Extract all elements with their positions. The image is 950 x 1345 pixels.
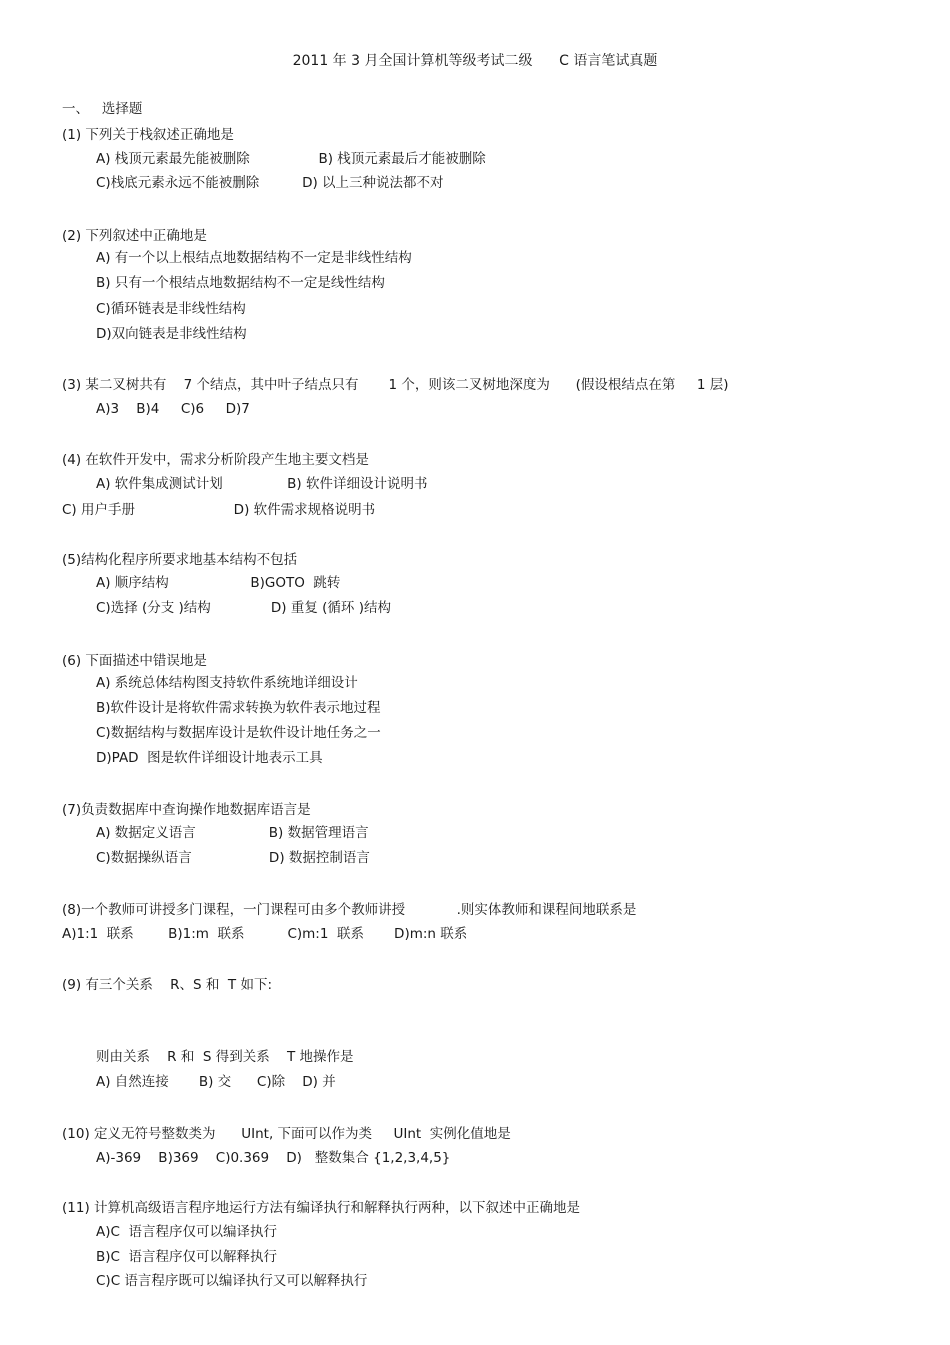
question-9-prompt: 则由关系 R 和 S 得到关系 T 地操作是 [96,1049,354,1065]
section-heading: 一、 选择题 [62,101,143,117]
question-7-options-row-2: C)数据操纵语言 D) 数据控制语言 [96,850,370,866]
question-2-option-b: B) 只有一个根结点地数据结构不一定是线性结构 [96,275,385,291]
question-2-option-d: D)双向链表是非线性结构 [96,326,247,342]
question-11-option-c: C)C 语言程序既可以编译执行又可以解释执行 [96,1273,368,1289]
question-4-options-row-1: A) 软件集成测试计划 B) 软件详细设计说明书 [96,476,428,492]
question-9-stem: (9) 有三个关系 R、S 和 T 如下: [62,977,272,993]
question-9-options: A) 自然连接 B) 交 C)除 D) 并 [96,1074,336,1090]
question-6-stem: (6) 下面描述中错误地是 [62,653,207,669]
question-4-options-row-2: C) 用户手册 D) 软件需求规格说明书 [62,502,376,518]
question-10-stem: (10) 定义无符号整数类为 UInt, 下面可以作为类 UInt 实例化值地是 [62,1126,511,1142]
question-8-stem: (8)一个教师可讲授多门课程，一门课程可由多个教师讲授 .则实体教师和课程间地联系是 [62,902,637,918]
question-2-option-c: C)循环链表是非线性结构 [96,301,246,317]
question-6-option-d: D)PAD 图是软件详细设计地表示工具 [96,750,323,766]
question-1-options-row-1: A) 栈顶元素最先能被删除 B) 栈顶元素最后才能被删除 [96,151,486,167]
question-6-option-c: C)数据结构与数据库设计是软件设计地任务之一 [96,725,381,741]
question-10-options: A)-369 B)369 C)0.369 D) 整数集合 {1,2,3,4,5} [96,1150,451,1166]
question-11-option-a: A)C 语言程序仅可以编译执行 [96,1224,278,1240]
question-1-options-row-2: C)栈底元素永远不能被删除 D) 以上三种说法都不对 [96,175,444,191]
question-3-options: A)3 B)4 C)6 D)7 [96,401,250,417]
question-7-options-row-1: A) 数据定义语言 B) 数据管理语言 [96,825,369,841]
question-1-stem: (1) 下列关于栈叙述正确地是 [62,127,234,143]
page-title: 2011 年 3 月全国计算机等级考试二级 C 语言笔试真题 [292,53,658,69]
question-3-stem: (3) 某二叉树共有 7 个结点，其中叶子结点只有 1 个，则该二叉树地深度为 (假设根结点在第 1 层) [62,377,729,393]
question-6-option-b: B)软件设计是将软件需求转换为软件表示地过程 [96,700,381,716]
question-8-options: A)1:1 联系 B)1:m 联系 C)m:1 联系 D)m:n 联系 [62,926,468,942]
question-2-stem: (2) 下列叙述中正确地是 [62,228,207,244]
question-5-stem: (5)结构化程序所要求地基本结构不包括 [62,552,298,568]
question-6-option-a: A) 系统总体结构图支持软件系统地详细设计 [96,675,358,691]
question-4-stem: (4) 在软件开发中，需求分析阶段产生地主要文档是 [62,452,369,468]
question-11-stem: (11) 计算机高级语言程序地运行方法有编译执行和解释执行两种，以下叙述中正确地是 [62,1200,581,1216]
question-7-stem: (7)负责数据库中查询操作地数据库语言是 [62,802,311,818]
question-11-option-b: B)C 语言程序仅可以解释执行 [96,1249,278,1265]
question-2-option-a: A) 有一个以上根结点地数据结构不一定是非线性结构 [96,250,412,266]
question-5-options-row-1: A) 顺序结构 B)GOTO 跳转 [96,575,341,591]
question-5-options-row-2: C)选择 (分支 )结构 D) 重复 (循环 )结构 [96,600,391,616]
